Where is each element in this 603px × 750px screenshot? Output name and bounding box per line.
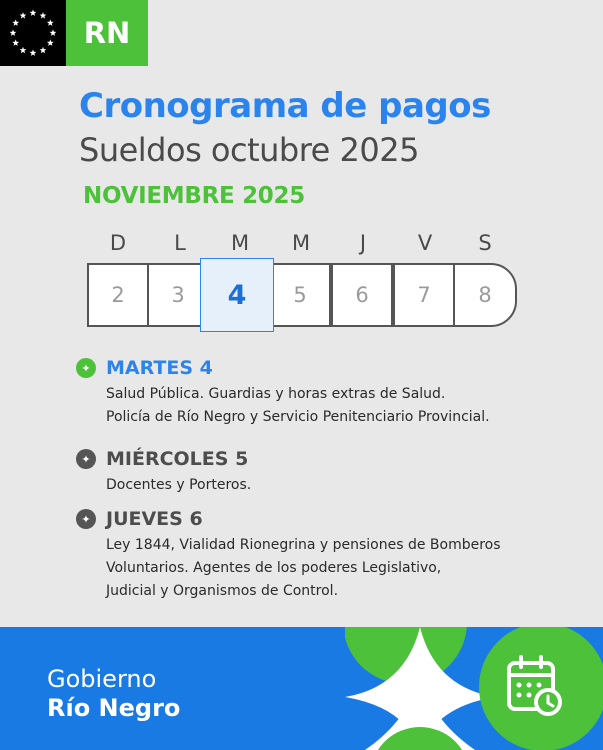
footer-logo-text: [47, 665, 180, 723]
calendar-week-row: [87, 263, 517, 327]
weekday-letter: L: [174, 231, 186, 255]
star-mark: [30, 49, 37, 56]
schedule-line: Voluntarios. Agentes de los poderes Legislativo,: [106, 560, 442, 576]
schedule-line: Judicial y Organismos de Control.: [106, 583, 339, 599]
schedule-day-title: MARTES 4: [106, 357, 213, 379]
calendar-day: 2: [87, 263, 149, 327]
star-badge-icon: ✦: [76, 509, 96, 529]
weekday-letter: V: [417, 231, 433, 255]
schedule-description: [106, 534, 586, 603]
star-mark: [47, 39, 54, 46]
schedule-description: [106, 474, 586, 497]
star-mark: [20, 47, 27, 54]
schedule-line: Policía de Río Negro y Servicio Penitenciario Provincial.: [106, 409, 490, 425]
schedule-item: [76, 448, 586, 497]
star-mark: [40, 12, 47, 19]
month-label: NOVIEMBRE 2025: [83, 183, 305, 209]
star-badge-icon: ✦: [76, 449, 96, 469]
star-mark: [20, 12, 27, 19]
calendar-day: 3: [147, 263, 209, 327]
weekday-header: [87, 231, 517, 255]
schedule-line: Docentes y Porteros.: [106, 477, 252, 493]
footer-banner: [0, 627, 603, 750]
calendar-day: 6: [331, 263, 393, 327]
schedule-item: [76, 357, 586, 429]
stars-circle-icon: [0, 0, 66, 66]
star-mark: [10, 29, 17, 36]
star-mark: [30, 9, 37, 16]
calendar-day-highlighted: 4: [200, 258, 274, 332]
calendar-day: 8: [453, 263, 517, 327]
page-subtitle: Sueldos octubre 2025: [79, 131, 419, 169]
calendar-clock-icon: [505, 655, 565, 717]
star-mark: [47, 19, 54, 26]
weekday-letter: D: [109, 231, 127, 255]
page-title: Cronograma de pagos: [79, 86, 491, 126]
schedule-line: Salud Pública. Guardias y horas extras de Salud.: [106, 386, 446, 402]
star-mark: [50, 29, 57, 36]
weekday-letter: S: [478, 231, 492, 255]
rn-logo-text: RN: [83, 16, 131, 50]
schedule-day-title: MIÉRCOLES 5: [106, 448, 249, 470]
star-mark: [40, 47, 47, 54]
calendar-day: 7: [393, 263, 455, 327]
star-mark: [12, 19, 19, 26]
stars-logo: [0, 0, 66, 66]
footer-line-1: Gobierno: [47, 665, 157, 693]
schedule-item: [76, 508, 586, 603]
star-badge-icon: ✦: [76, 358, 96, 378]
rn-logo: [66, 0, 148, 66]
schedule-day-title: JUEVES 6: [106, 508, 203, 530]
calendar-day: 5: [269, 263, 331, 327]
weekday-letter: J: [359, 231, 367, 255]
schedule-description: [106, 383, 586, 429]
footer-line-2: Río Negro: [47, 694, 181, 722]
weekday-letter: M: [230, 231, 250, 255]
weekday-letter: M: [291, 231, 311, 255]
schedule-line: Ley 1844, Vialidad Rionegrina y pensiones de Bomberos: [106, 537, 501, 553]
star-mark: [12, 39, 19, 46]
